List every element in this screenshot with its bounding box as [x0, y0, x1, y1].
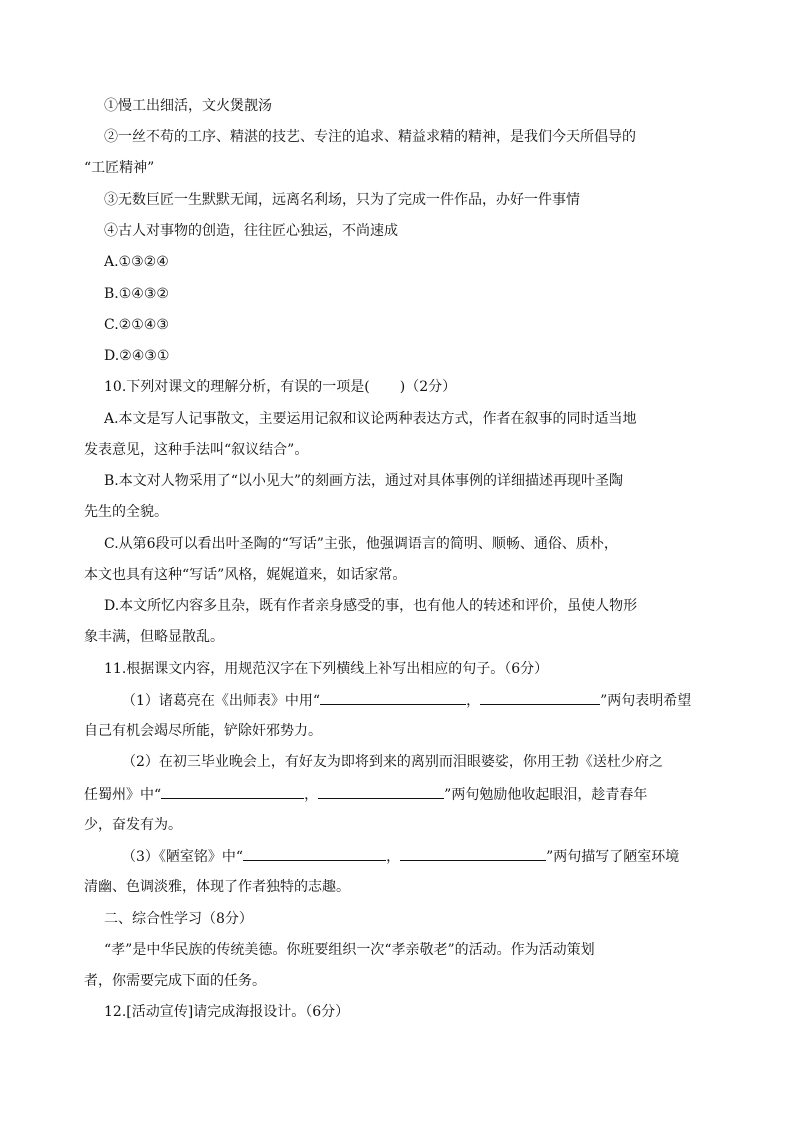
q10-stem-text: 10.下列对课文的理解分析，有误的一项是(	[104, 379, 370, 395]
q11-part3-tail: ”两句描写了陋室环境	[546, 849, 680, 865]
q11-part2-tail: ”两句勉励他收起眼泪，趁青春年	[444, 787, 648, 803]
q10-option-c: C.从第6段可以看出叶圣陶的“写话”主张，他强调语言的简明、顺畅、通俗、质朴，	[104, 536, 618, 552]
q11-part3-cont: 清幽、色调淡雅，体现了作者独特的志趣。	[84, 879, 350, 895]
section2-intro: “孝”是中华民族的传统美德。你班要组织一次“孝亲敬老”的活动。作为活动策划	[104, 942, 595, 958]
q11-part3-comma: ，	[386, 849, 401, 865]
q10-stem-score: )（2分）	[399, 379, 457, 395]
q10-option-b-cont: 先生的全貌。	[84, 504, 168, 520]
q11-part2-text: 任蜀州》中“	[84, 787, 162, 803]
q11-part1	[122, 690, 691, 711]
q11-part1-blank-2[interactable]	[480, 690, 600, 705]
section2-intro-cont: 者，你需要完成下面的任务。	[84, 973, 266, 989]
q9-item-2: ②一丝不苟的工序、精湛的技艺、专注的追求、精益求精的精神，是我们今天所倡导的	[104, 129, 636, 145]
q10-stem	[104, 377, 456, 397]
q11-part2: （2）在初三毕业晚会上，有好友为即将到来的离别而泪眼婆娑，你用王勃《送杜少府之	[122, 754, 663, 770]
q10-option-a-cont: 发表意见，这种手法叫“叙议结合”。	[84, 442, 309, 458]
q11-part1-tail: ”两句表明希望	[600, 693, 692, 709]
q10-option-d: D.本文所忆内容多且杂，既有作者亲身感受的事，也有他人的转述和评价，虽使人物形	[104, 598, 638, 614]
q9-option-d: D.②④③①	[104, 348, 170, 364]
q11-stem: 11.根据课文内容，用规范汉字在下列横线上补写出相应的句子。（6分）	[104, 661, 549, 677]
q9-option-c: C.②①④③	[104, 317, 169, 333]
q11-part1-cont: 自己有机会竭尽所能，铲除奸邪势力。	[84, 723, 322, 739]
q11-part2-blank-1[interactable]	[161, 784, 304, 799]
q11-part3-text: （3）《陋室铭》中“	[122, 849, 244, 865]
q11-part2-blank-2[interactable]	[318, 784, 444, 799]
q11-part3	[122, 846, 679, 867]
section2-title: 二、综合性学习（8分）	[104, 911, 253, 927]
q9-item-4: ④古人对事物的创造，往往匠心独运，不尚速成	[104, 223, 398, 239]
q10-option-b: B.本文对人物采用了“以小见大”的刻画方法，通过对具体事例的详细描述再现叶圣陶	[104, 473, 624, 489]
q11-part1-comma: ，	[466, 693, 481, 709]
q9-option-a: A.①③②④	[104, 254, 169, 270]
q11-part1-text: （1）诸葛亮在《出师表》中用“	[122, 693, 321, 709]
q9-option-b: B.①④③②	[104, 286, 169, 302]
q11-part2-comma: ，	[304, 787, 319, 803]
q10-option-a: A.本文是写人记事散文，主要运用记叙和议论两种表达方式，作者在叙事的同时适当地	[104, 411, 637, 427]
q9-item-1: ①慢工出细活，文火煲靓汤	[104, 98, 272, 114]
q9-item-2-cont: “工匠精神”	[84, 160, 155, 176]
q10-option-d-cont: 象丰满，但略显散乱。	[84, 629, 224, 645]
q11-part1-blank-1[interactable]	[320, 690, 466, 705]
q12-stem: 12.[活动宣传]请完成海报设计。（6分）	[104, 1004, 350, 1020]
q11-part2-line2	[84, 784, 647, 805]
q10-option-c-cont: 本文也具有这种“写话”风格，娓娓道来，如话家常。	[84, 567, 407, 583]
q11-part3-blank-2[interactable]	[400, 846, 546, 861]
q9-item-3: ③无数巨匠一生默默无闻，远离名利场，只为了完成一件作品，办好一件事情	[104, 192, 580, 208]
q11-part3-blank-1[interactable]	[243, 846, 386, 861]
q11-part2-cont: 少，奋发有为。	[84, 817, 182, 833]
